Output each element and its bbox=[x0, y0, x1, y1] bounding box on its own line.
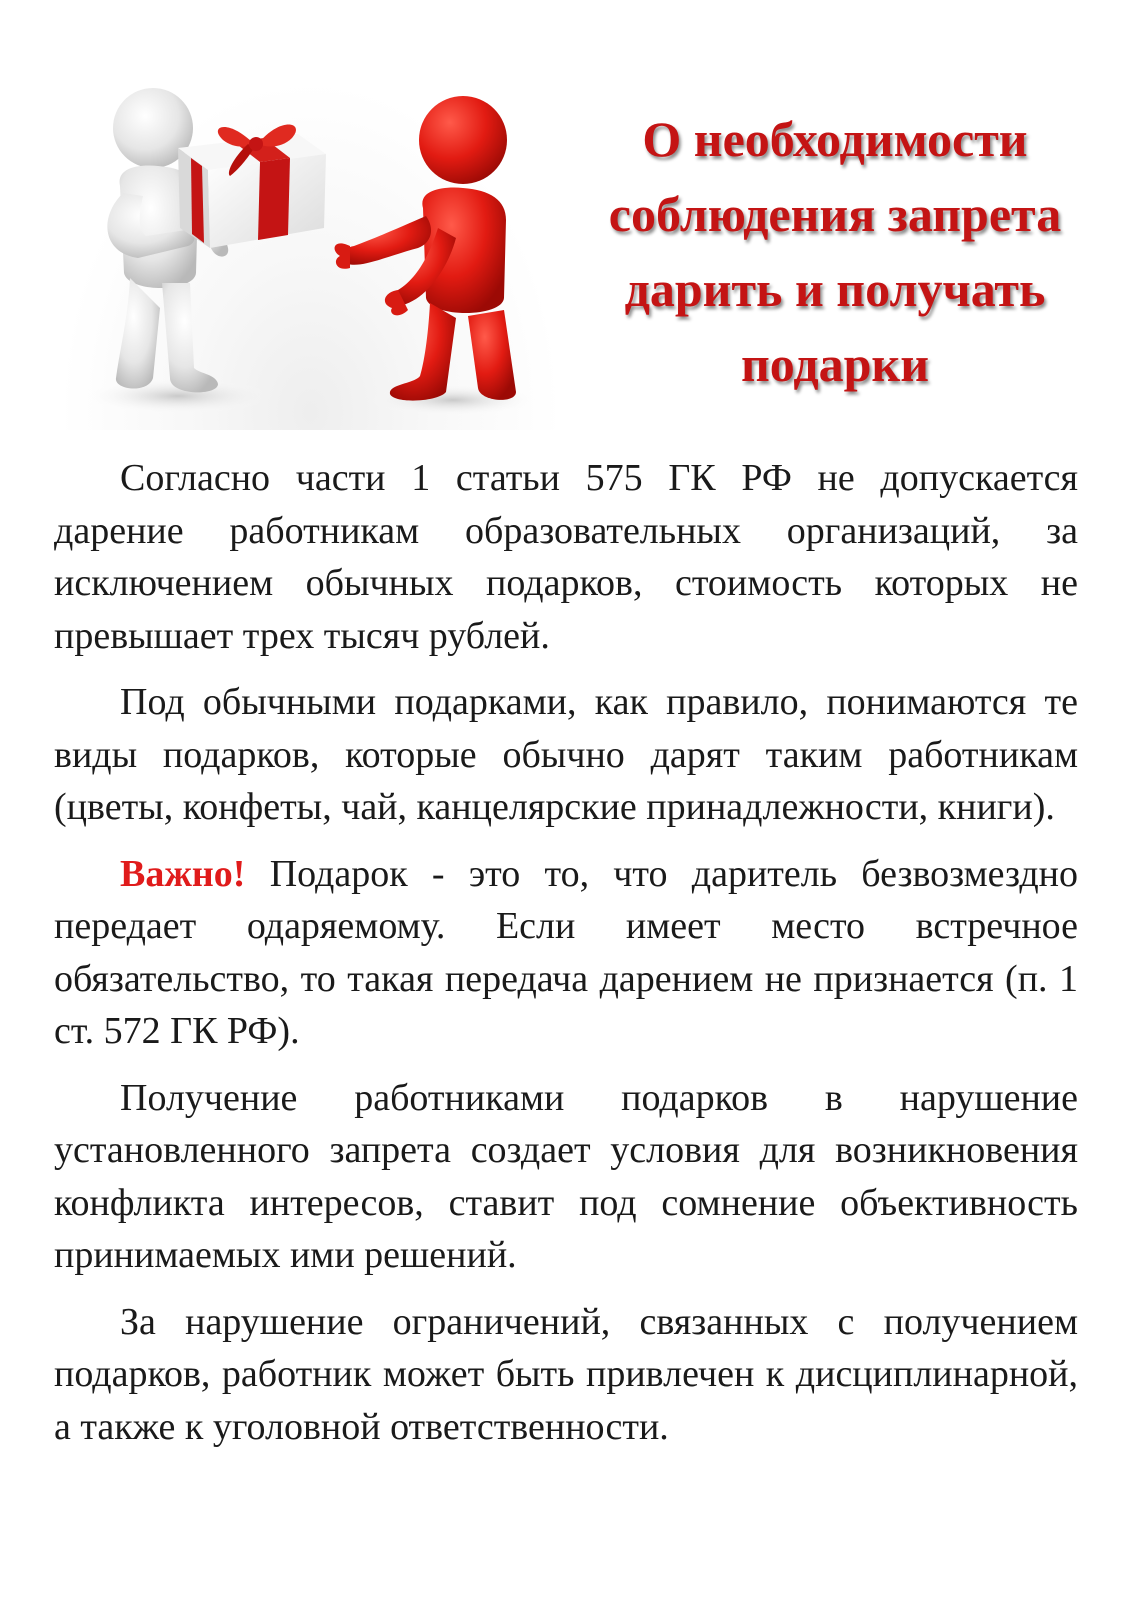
important-label: Важно! bbox=[120, 852, 246, 895]
title-line: подарки bbox=[740, 336, 930, 392]
title-line: О необходимости bbox=[642, 111, 1028, 167]
paragraph-important-text: Подарок - это то, что даритель безвозмездно передает одаряемому. Если имеет место встречное обязательство, то такая передача дарением не признается (п. 1 ст. 572 ГК РФ). bbox=[54, 852, 1078, 1052]
paragraph-important bbox=[54, 848, 1078, 1058]
paragraph-gift-limit: Согласно части 1 статьи 575 ГК РФ не допускается дарение работникам образовательных организаций, за исключением обычных подарков, стоимость которых не превышает трех тысяч рублей. bbox=[54, 457, 1078, 657]
page-title bbox=[575, 102, 1095, 402]
paragraph-ordinary-gifts: Под обычными подарками, как правило, понимаются те виды подарков, которые обычно дарят таким работникам (цветы, конфеты, чай, канцелярские принадлежности, книги). bbox=[54, 681, 1078, 828]
paragraph-liability: За нарушение ограничений, связанных с получением подарков, работник может быть привлечен к дисциплинарной, а также к уголовной ответственности. bbox=[54, 1300, 1078, 1448]
document-body bbox=[54, 452, 1078, 1467]
paragraph-conflict-of-interest: Получение работниками подарков в нарушение установленного запрета создает условия для возникновения конфликта интересов, ставит под сомнение объективность принимаемых ими решений. bbox=[54, 1076, 1078, 1276]
title-line: соблюдения запрета bbox=[608, 186, 1062, 242]
title-line: дарить и получать bbox=[624, 261, 1046, 317]
two-figures-gift-icon bbox=[58, 78, 563, 430]
